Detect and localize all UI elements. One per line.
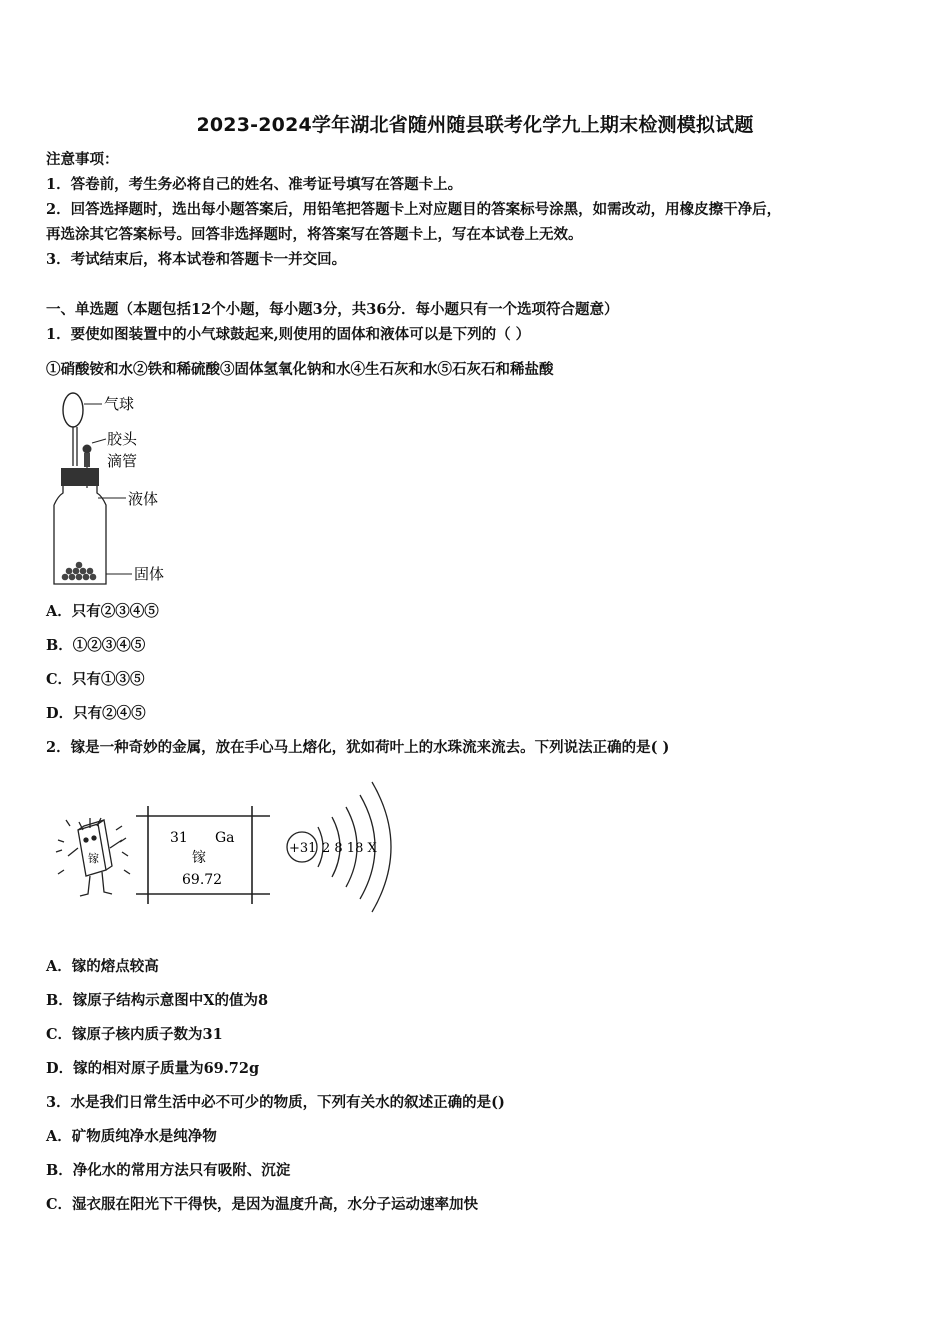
- section-heading: 一、单选题（本题包括12个小题，每小题3分，共36分．每小题只有一个选项符合题意）: [46, 301, 619, 318]
- notice-item-3: 3．考试结束后，将本试卷和答题卡一并交回。: [46, 251, 347, 268]
- electron-config: 2 8 18 X: [322, 841, 377, 856]
- label-solid: 固体: [134, 565, 165, 583]
- page-title: 2023-2024学年湖北省随州随县联考化学九上期末检测模拟试题: [196, 114, 754, 136]
- atomic-number: 31: [170, 830, 188, 846]
- balloon-shape: [63, 393, 83, 427]
- q1-choices: ①硝酸铵和水②铁和稀硫酸③固体氢氧化钠和水④生石灰和水⑤石灰石和稀盐酸: [46, 361, 554, 378]
- label-liquid: 液体: [128, 490, 159, 508]
- q2-option-d: D．镓的相对原子质量为69.72g: [46, 1060, 260, 1077]
- q2-option-a: A．镓的熔点较高: [46, 958, 159, 975]
- label-balloon: 气球: [104, 395, 135, 413]
- q1-stem: 1．要使如图装置中的小气球鼓起来,则使用的固体和液体可以是下列的（ ）: [46, 326, 531, 343]
- q3-stem: 3．水是我们日常生活中必不可少的物质，下列有关水的叙述正确的是(): [46, 1094, 505, 1111]
- q1-option-a: A．只有②③④⑤: [46, 603, 159, 620]
- q3-option-a: A．矿物质纯净水是纯净物: [46, 1128, 217, 1145]
- q3-option-c: C．湿衣服在阳光下干得快，是因为温度升高，水分子运动速率加快: [46, 1196, 479, 1213]
- label-dropper-2: 滴管: [107, 452, 138, 470]
- atomic-mass: 69.72: [182, 872, 223, 888]
- label-dropper-1: 胶头: [107, 430, 138, 448]
- notice-item-2: 2．回答选择题时，选出每小题答案后，用铅笔把答题卡上对应题目的答案标号涂黑，如需改动，用橡皮擦干净后，: [46, 201, 782, 218]
- element-name: 镓: [192, 850, 206, 866]
- cartoon-label: 镓: [88, 852, 99, 865]
- q1-option-d: D．只有②④⑤: [46, 705, 146, 722]
- q2-option-c: C．镓原子核内质子数为31: [46, 1026, 223, 1043]
- q2-stem: 2．镓是一种奇妙的金属，放在手心马上熔化，犹如荷叶上的水珠流来流去。下列说法正确的是( ): [46, 739, 670, 756]
- notice-item-2-cont: 再选涂其它答案标号。回答非选择题时，将答案写在答题卡上，写在本试卷上无效。: [46, 226, 583, 243]
- solid-particles: [62, 562, 97, 581]
- notice-heading: 注意事项：: [46, 151, 119, 168]
- element-symbol: Ga: [215, 830, 235, 846]
- q1-option-b: B．①②③④⑤: [46, 637, 146, 654]
- rubber-stopper: [61, 468, 99, 486]
- q1-apparatus-figure: [40, 388, 190, 592]
- q2-gallium-figure: [50, 770, 400, 920]
- q3-option-b: B．净化水的常用方法只有吸附、沉淀: [46, 1162, 291, 1179]
- nucleus-charge: +31: [289, 841, 317, 856]
- q1-option-c: C．只有①③⑤: [46, 671, 145, 688]
- notice-item-1: 1．答卷前，考生务必将自己的姓名、准考证号填写在答题卡上。: [46, 176, 463, 193]
- q2-option-b: B．镓原子结构示意图中X的值为8: [46, 992, 269, 1009]
